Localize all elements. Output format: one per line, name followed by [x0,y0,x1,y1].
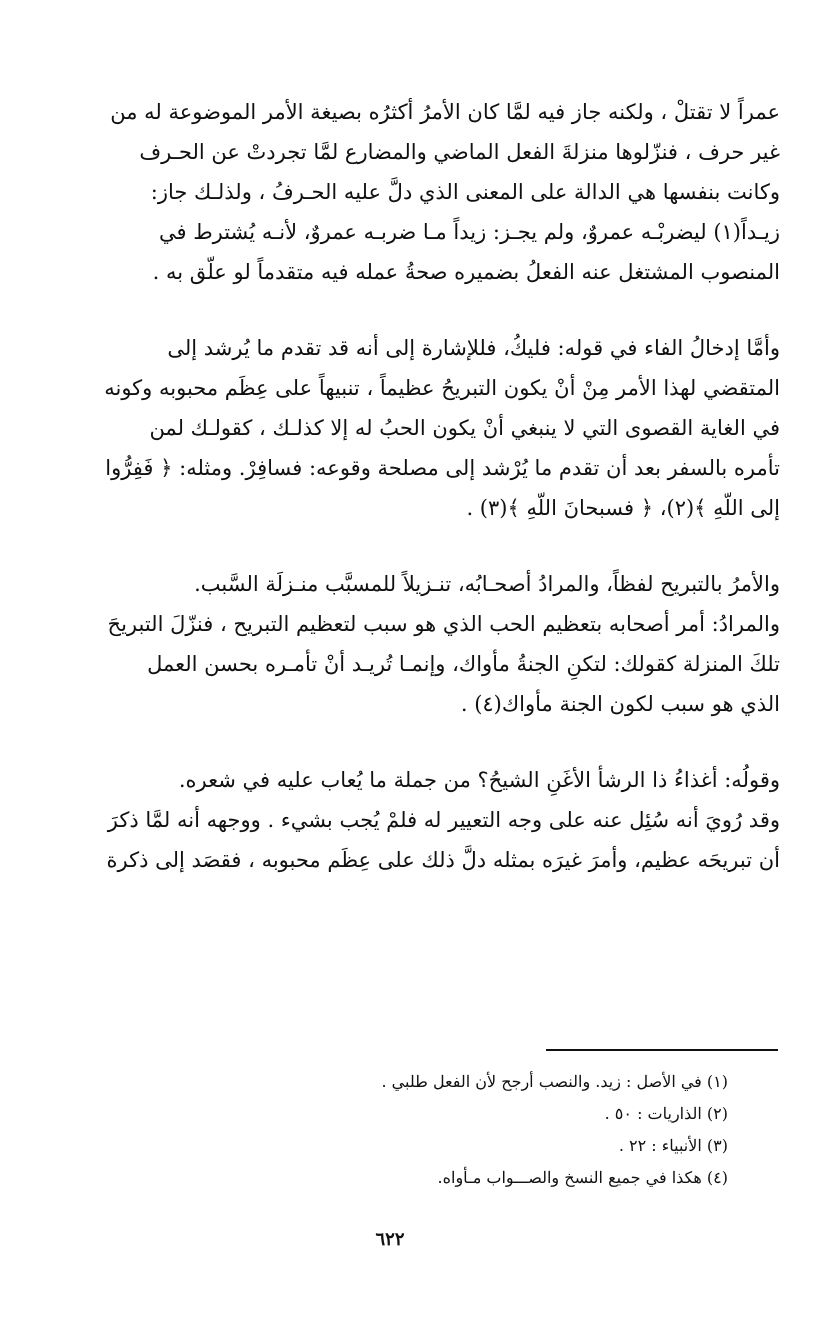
paragraph-4 [40,760,780,880]
footnotes [100,1066,728,1194]
main-text [40,92,780,916]
text-line: وكانت بنفسها هي الدالة على المعنى الذي دلَّ عليه الحـرفُ ، ولذلـك جاز: [150,180,780,204]
text-line: في الغاية القصوى التي لا ينبغي أنْ يكون الحبُ له إلا كذلـك ، كقولـك لمن [149,416,780,440]
text-line: عمراً لا تقتلْ ، ولكنه جاز فيه لمَّا كان الأمرُ أكثرُه بصيغة الأمر الموضوعة له من [110,100,780,124]
footnote-1: (١) في الأصل : زيد. والنصب أرجح لأن الفعل طلبي . [381,1072,728,1091]
text-line: المتقضي لهذا الأمر مِنْ أنْ يكون التبريحُ عظيماً ، تنبيهاً على عِظَم محبوبه وكونه [104,376,780,400]
text-line: أن تبريحَه عظيم، وأمرَ غيرَه بمثله دلَّ ذلك على عِظَم محبوبه ، فقصَد إلى ذكرة [106,848,780,872]
paragraph-3 [40,564,780,724]
text-line: والأمرُ بالتبريح لفظاً، والمرادُ أصحـابُه، تنـزيلاً للمسبَّب منـزلَة السَّبب. [194,572,780,596]
text-line: تلكَ المنزلة كقولك: لتكنِ الجنةُ مأواك، وإنمـا تُريـد أنْ تأمـره بحسن العمل [147,652,780,676]
text-line: زيـداً(١) ليضربْـه عمروٌ، ولم يجـز: زيداً مـا ضربـه عمروٌ، لأنـه يُشترط في [159,220,780,244]
text-line: إلى اللّهِ ﴾(٢)، ﴿ فسبحانَ اللّهِ ﴾(٣) . [466,496,780,520]
text-line: تأمره بالسفر بعد أن تقدم ما يُرْشد إلى مصلحة وقوعه: فسافِرْ. ومثله: ﴿ فَفِرُّوا [105,456,780,480]
footnote-3: (٣) الأنبياء : ٢٢ . [618,1136,728,1155]
text-line: الذي هو سبب لكون الجنة مأواك(٤) . [460,692,780,716]
paragraph-1 [40,92,780,292]
text-line: المنصوب المشتغل عنه الفعلُ بضميره صحةُ عمله فيه متقدماً لو علّق به . [152,260,780,284]
page-number: ٦٢٢ [375,1229,405,1250]
footnote-divider [546,1049,778,1051]
text-line: والمرادُ: أمر أصحابه بتعظيم الحب الذي هو سبب لتعظيم التبريح ، فنزّلَ التبريحَ [107,612,780,636]
footnote-4: (٤) هكذا في جميع النسخ والصـــواب مـأواه. [437,1168,728,1187]
text-line: وقولُه: أغذاءُ ذا الرشأ الأغَنِ الشيحُ؟ من جملة ما يُعاب عليه في شعره. [178,768,780,792]
footnote-2: (٢) الذاريات : ٥٠ . [604,1104,728,1123]
paragraph-2 [40,328,780,528]
text-line: وقد رُويَ أنه سُئِل عنه على وجه التعيير له فلمْ يُجب بشيء . ووجهه أنه لمَّا ذكرَ [107,808,780,832]
text-line: وأمَّا إدخالُ الفاء في قوله: فليكُ، فللإشارة إلى أنه قد تقدم ما يُرشد إلى [167,336,780,360]
text-line: غير حرف ، فنزّلوها منزلةَ الفعل الماضي والمضارع لمَّا تجردتْ عن الحـرف [139,140,780,164]
